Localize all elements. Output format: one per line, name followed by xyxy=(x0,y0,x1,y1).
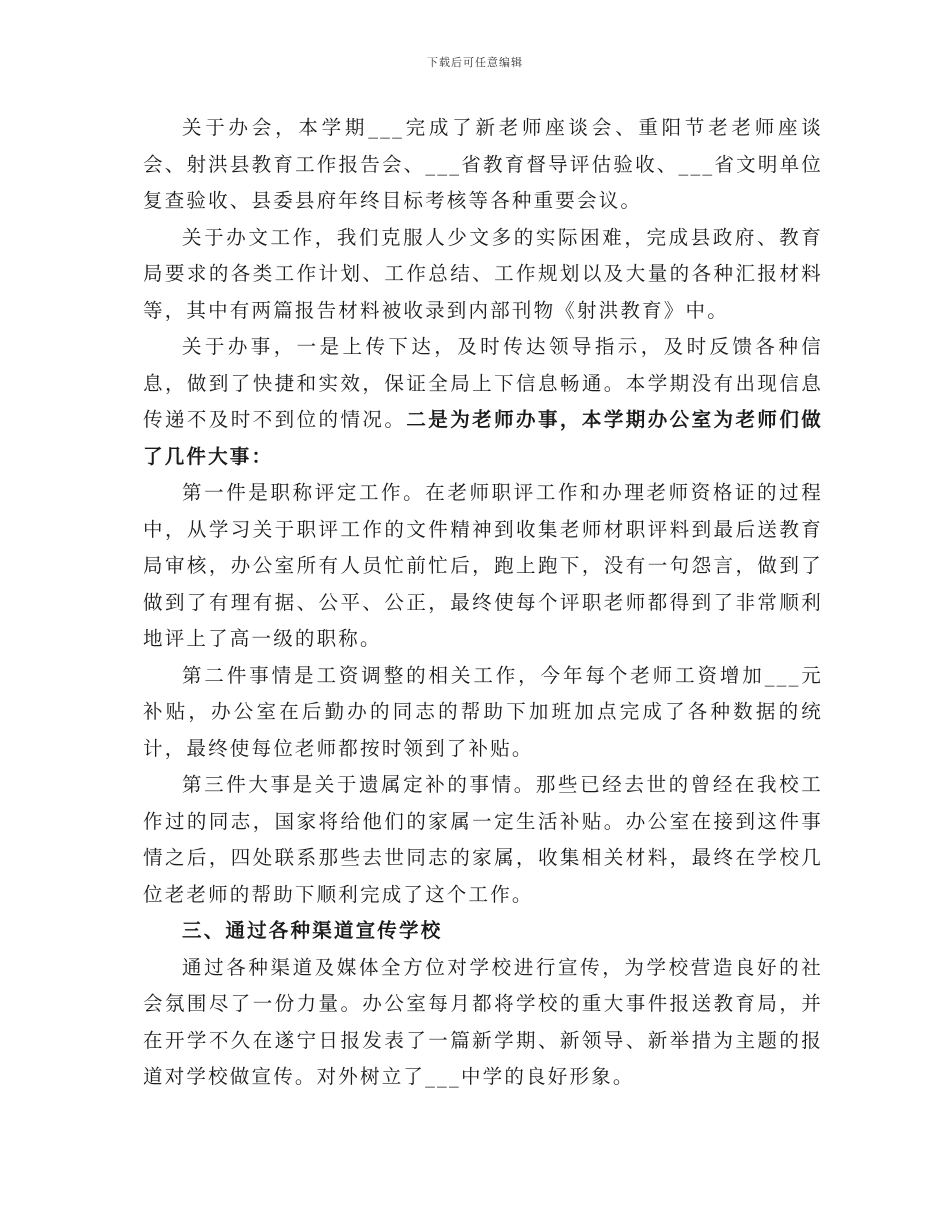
paragraph-title-evaluation: 第一件是职称评定工作。在老师职评工作和办理老师资格证的过程中，从学习关于职评工作的文件精神到收集老师材职评料到最后送教育局审核，办公室所有人员忙前忙后，跑上跑下，没有一句怨言，做到了做到了有理有据、公平、公正，最终使每个评职老师都得到了非常顺利地评上了高一级的职称。 xyxy=(143,481,823,650)
paragraph-documents: 关于办文工作，我们克服人少文多的实际困难，完成县政府、教育局要求的各类工作计划、工作总结、工作规划以及大量的各种汇报材料等，其中有两篇报告材料被收录到内部刊物《射洪教育》中。 xyxy=(143,225,823,322)
affairs-bold-text: 二是为老师办事，本学期办公室为老师们做了几件大事： xyxy=(143,408,823,468)
paragraph-meetings: 关于办会，本学期___完成了新老师座谈会、重阳节老老师座谈会、射洪县教育工作报告会、___省教育督导评估验收、___省文明单位复查验收、县委县府年终目标考核等各种重要会议。 xyxy=(143,116,823,212)
paragraph-affairs xyxy=(143,329,823,475)
page-header: 下载后可任意编辑 xyxy=(427,56,523,69)
affairs-text: 关于办事，一是上传下达，及时传达领导指示，及时反馈各种信息，做到了快捷和实效，保证全局上下信息畅通。本学期没有出现信息传递不及时不到位的情况。 xyxy=(143,335,823,431)
paragraph-salary-adjustment: 第二件事情是工资调整的相关工作，今年每个老师工资增加___元补贴，办公室在后勤办的同志的帮助下加班加点完成了各种数据的统计，最终使每位老师都按时领到了补贴。 xyxy=(143,663,823,760)
paragraph-publicity: 通过各种渠道及媒体全方位对学校进行宣传，为学校营造良好的社会氛围尽了一份力量。办公室每月都将学校的重大事件报送教育局，并在开学不久在遂宁日报发表了一篇新学期、新领导、新举措为主题的报道对学校做宣传。对外树立了___中学的良好形象。 xyxy=(143,955,823,1088)
section-heading-publicity: 三、通过各种渠道宣传学校 xyxy=(182,919,443,942)
paragraph-survivor-subsidy: 第三件大事是关于遗属定补的事情。那些已经去世的曾经在我校工作过的同志，国家将给他们的家属一定生活补贴。办公室在接到这件事情之后，四处联系那些去世同志的家属，收集相关材料，最终在学校几位老老师的帮助下顺利完成了这个工作。 xyxy=(143,773,823,906)
document-body xyxy=(143,110,823,1096)
